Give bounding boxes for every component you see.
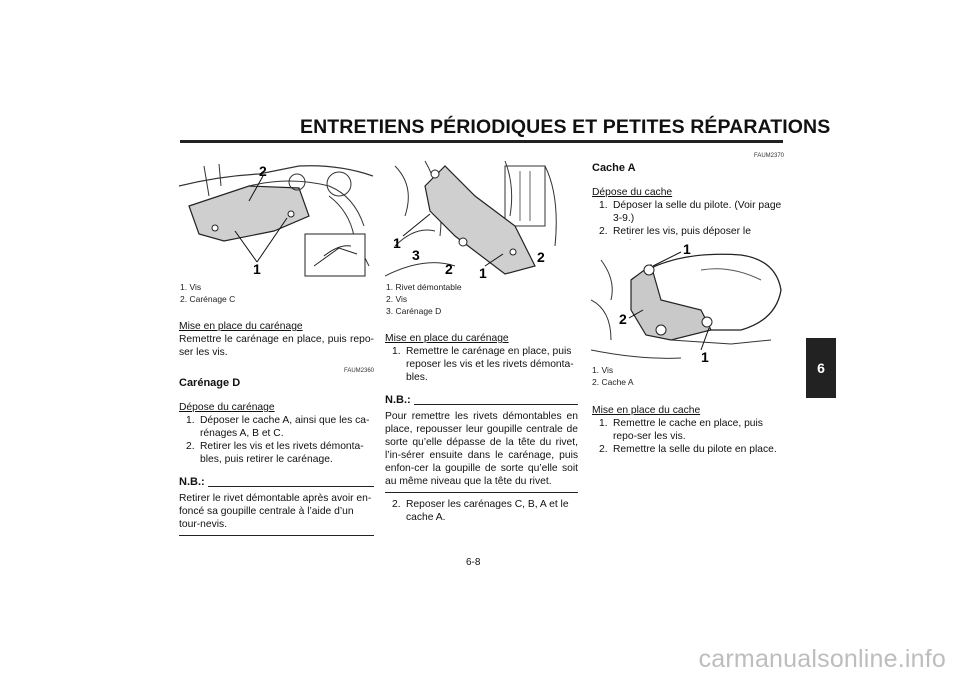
chapter-tab: 6 [806, 338, 836, 398]
step-number: 2. [392, 499, 401, 510]
nb-rule [414, 404, 578, 405]
title-rule [180, 140, 783, 143]
step-text: Retirer les vis, puis déposer le [613, 226, 751, 237]
caption-item: 1. Rivet démontable [386, 282, 462, 292]
section-heading: Mise en place du carénage [179, 321, 303, 332]
step-number: 2. [599, 444, 608, 455]
callout-1: 1 [393, 235, 401, 251]
figure-captions [180, 281, 235, 305]
page-title: ENTRETIENS PÉRIODIQUES ET PETITES RÉPARATIONS [300, 116, 831, 138]
step-item [592, 199, 784, 225]
step-item [179, 414, 374, 440]
reference-code: FAUM2360 [343, 368, 374, 374]
nb-label: N.B.: [179, 476, 205, 488]
step-number: 1. [599, 418, 608, 429]
caption-item: 2. Vis [386, 294, 408, 304]
col3-text-bottom [592, 404, 785, 456]
section-heading: Mise en place du cache [592, 405, 701, 416]
step-item [385, 498, 578, 524]
cache-a-figure [591, 240, 785, 364]
caption-item: 1. Vis [180, 282, 202, 292]
step-text: Déposer le cache A, ainsi que les ca-rénages A, B et C. [200, 415, 370, 439]
callout-1: 1 [683, 241, 691, 257]
section-title: Cache A [592, 162, 636, 174]
col2-text [385, 332, 578, 524]
step-number: 1. [599, 200, 608, 211]
callout-1: 1 [479, 265, 487, 280]
step-item [592, 443, 785, 456]
nb-header [385, 394, 578, 407]
nb-end-rule [179, 535, 374, 536]
step-number: 1. [186, 415, 195, 426]
paragraph: Remettre le carénage en place, puis repo-ser les vis. [179, 334, 374, 358]
col1-text [179, 320, 374, 536]
caption-item: 1. Vis [592, 365, 614, 375]
fairing-d-illustration [385, 156, 579, 280]
caption-item: 2. Carénage C [180, 294, 236, 304]
watermark: carmanualsonline.info [698, 645, 946, 673]
fairing-c-illustration [179, 156, 373, 280]
step-text: Reposer les carénages C, B, A et le cache A. [406, 499, 569, 523]
section-heading: Mise en place du carénage [385, 333, 509, 344]
cache-a-illustration [591, 240, 785, 364]
fairing-c-figure [179, 156, 373, 280]
step-number: 1. [392, 346, 401, 357]
callout-2: 2 [619, 311, 627, 327]
callout-1: 1 [253, 261, 261, 277]
figure-captions [592, 364, 634, 388]
caption-item: 3. Carénage D [386, 306, 442, 316]
step-item [385, 345, 578, 384]
step-text: Remettre le cache en place, puis repo-ser les vis. [613, 418, 763, 442]
section-heading: Dépose du carénage [179, 402, 275, 413]
page-number: 6-8 [466, 557, 481, 568]
step-text: Remettre la selle du pilote en place. [613, 444, 777, 455]
nb-text: Retirer le rivet démontable après avoir en-foncé sa goupille centrale à l’aide d’un tour-nevis. [179, 493, 372, 530]
callout-1: 1 [701, 349, 709, 364]
fairing-d-figure [385, 156, 579, 280]
step-text: Déposer la selle du pilote. (Voir page 3-9.) [613, 200, 782, 224]
section-heading: Dépose du cache [592, 187, 673, 198]
caption-item: 2. Cache A [592, 377, 634, 387]
step-text: Remettre le carénage en place, puis reposer les vis et les rivets démonta-bles. [406, 346, 574, 383]
nb-label: N.B.: [385, 394, 411, 406]
nb-header [179, 476, 374, 489]
callout-2: 2 [259, 163, 267, 179]
callout-2: 2 [445, 261, 453, 277]
nb-rule [208, 486, 374, 487]
step-item [592, 417, 785, 443]
nb-end-rule [385, 492, 578, 493]
step-item [179, 440, 374, 466]
nb-text: Pour remettre les rivets démontables en place, repousser leur goupille centrale de sorte qu’elle dépasse de la tête du rivet, l’in-sérer ensuite dans le carénage, puis enfon-cer la goupille de sorte qu’elle soit au même niveau que la tête du rivet. [385, 411, 578, 487]
step-number: 2. [186, 441, 195, 452]
col3-text-top [592, 150, 784, 251]
step-number: 2. [599, 226, 608, 237]
figure-captions [386, 281, 462, 317]
section-title: Carénage D [179, 377, 241, 389]
callout-2: 2 [537, 249, 545, 265]
step-text: Retirer les vis et les rivets démonta-bles, puis retirer le carénage. [200, 441, 364, 465]
callout-3: 3 [412, 247, 420, 263]
reference-code: FAUM2370 [753, 153, 784, 159]
